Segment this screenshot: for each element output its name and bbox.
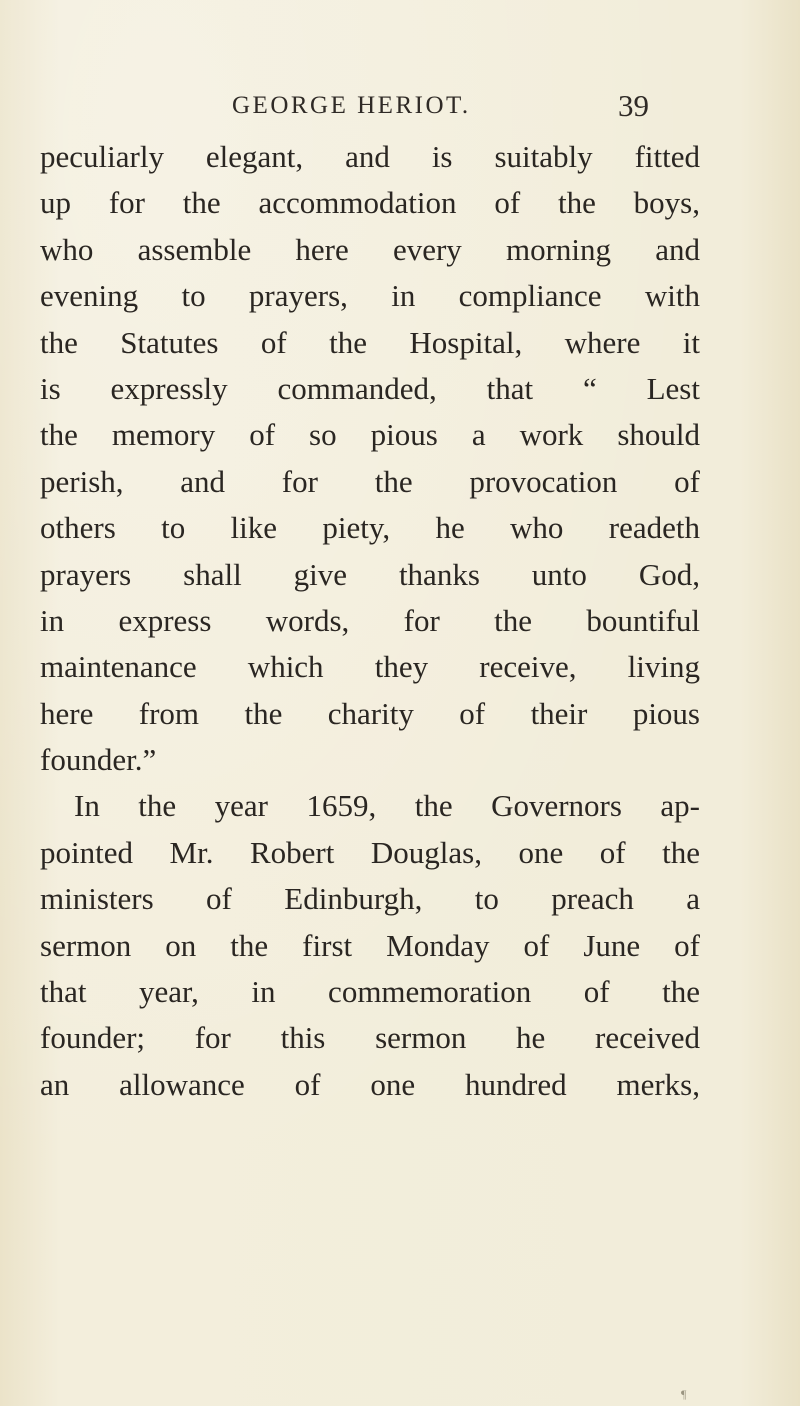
text-line: founder; for this sermon he received [40,1020,700,1056]
text-line: peculiarly elegant, and is suitably fitted [40,139,700,174]
text-line: the memory of so pious a work should [40,417,700,453]
text-line: prayers shall give thanks unto God, [40,556,700,592]
text-line: founder.” [40,742,157,778]
text-line: an allowance of one hundred merks, [40,1066,700,1102]
text-line: evening to prayers, in compliance with [40,278,700,314]
text-line: here from the charity of their pious [40,695,700,731]
text-line: that year, in commemoration of the [40,974,700,1010]
text-line: up for the accommodation of the boys, [40,185,700,221]
text-line: sermon on the first Monday of June of [40,927,700,963]
text-line: others to like piety, he who readeth [40,510,700,546]
running-title: GEORGE HERIOT. [232,92,471,119]
text-line: in express words, for the bountiful [40,602,700,638]
text-line: In the year 1659, the Governors ap- [74,788,700,824]
page-header [0,88,800,132]
footer-mark: ¶ [681,1387,687,1401]
text-line: is expressly commanded, that “ Lest [40,370,700,406]
text-line: maintenance which they receive, living [40,649,700,685]
text-line: perish, and for the provocation of [40,463,700,499]
text-line: who assemble here every morning and [40,231,700,267]
text-line: pointed Mr. Robert Douglas, one of the [40,834,700,870]
page-number: 39 [618,88,649,123]
body-text [40,134,700,1108]
text-line: the Statutes of the Hospital, where it [40,324,700,360]
text-line: ministers of Edinburgh, to preach a [40,881,700,917]
